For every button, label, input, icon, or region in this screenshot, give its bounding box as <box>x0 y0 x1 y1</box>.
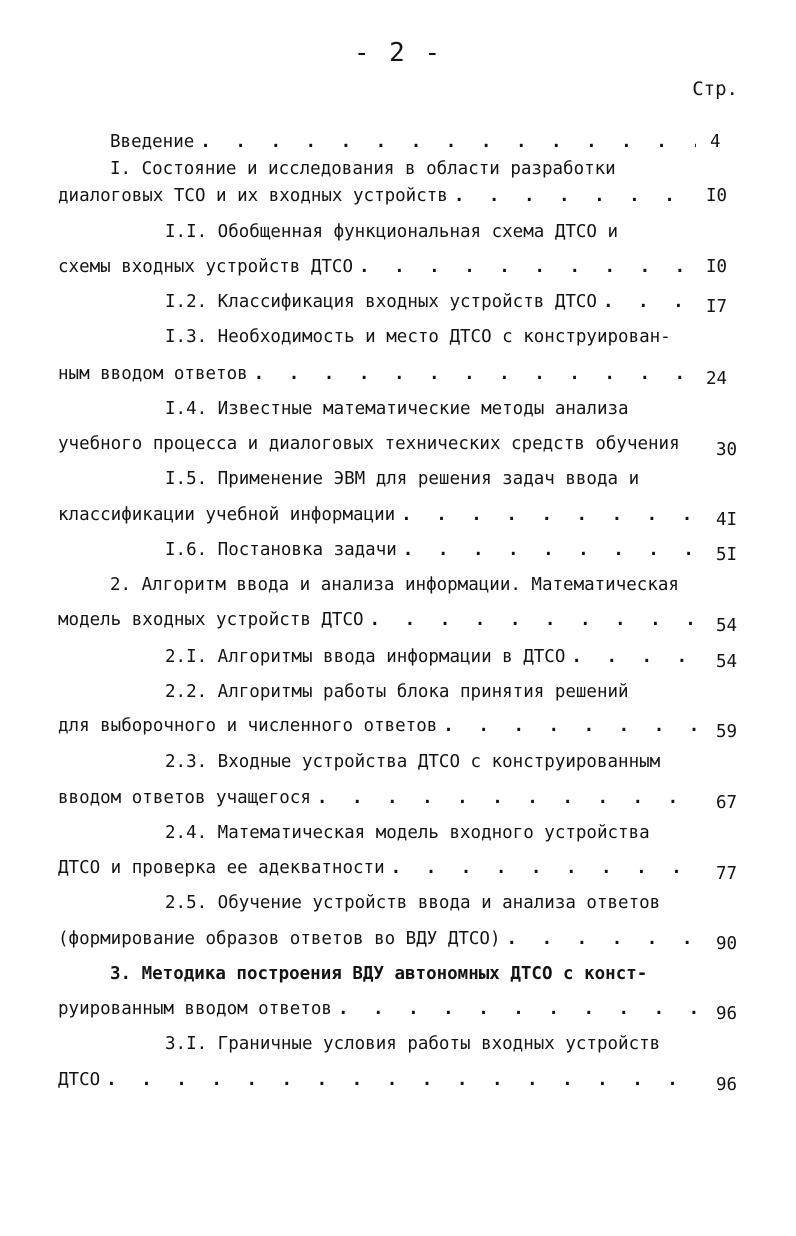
toc-entry-1-4-line2: учебного процесса и диалоговых технических средств обучения <box>58 434 680 454</box>
toc-entry-ch3-line2 <box>58 995 696 1023</box>
toc-page-2-1: 54 <box>716 652 738 672</box>
dot-leader <box>507 925 696 953</box>
toc-page-ch3: 96 <box>716 1004 738 1024</box>
toc-entry-3-1-line2 <box>58 1066 696 1094</box>
toc-entry-1-6 <box>165 536 696 564</box>
dot-leader <box>403 536 696 564</box>
toc-entry-1-3-line1: I.3. Необходимость и место ДТСО с конструирован- <box>165 327 671 347</box>
toc-entry-ch3-line1: 3. Методика построения ВДУ автономных ДТСО с конст- <box>110 964 648 984</box>
pages-column-label: Стр. <box>692 78 738 100</box>
toc-page-3-1: 96 <box>716 1075 738 1095</box>
toc-entry-2-4-line2 <box>58 854 696 882</box>
page-number: - 2 - <box>353 38 443 68</box>
toc-page-1-1: I0 <box>706 257 728 277</box>
dot-leader <box>454 182 696 210</box>
dot-leader <box>106 1066 696 1094</box>
toc-entry-2-4-line1: 2.4. Математическая модель входного устройства <box>165 823 650 843</box>
toc-entry-2-5-line1: 2.5. Обучение устройств ввода и анализа ответов <box>165 893 661 913</box>
toc-title: схемы входных устройств ДТСО <box>58 257 354 277</box>
dot-leader <box>401 501 696 529</box>
toc-entry-2-3-line1: 2.3. Входные устройства ДТСО с конструированным <box>165 752 661 772</box>
toc-entry-1-2 <box>165 288 696 316</box>
dot-leader <box>338 995 696 1023</box>
dot-leader <box>370 606 696 634</box>
toc-title: классификации учебной информации <box>58 505 396 525</box>
toc-entry-3-1-line1: 3.I. Граничные условия работы входных устройств <box>165 1034 661 1054</box>
toc-entry-ch1-line2 <box>58 182 696 210</box>
toc-title: ДТСО и проверка ее адекватности <box>58 858 385 878</box>
dot-leader <box>359 253 696 281</box>
toc-page-intro: 4 <box>710 132 721 152</box>
toc-title: 2.I. Алгоритмы ввода информации в ДТСО <box>165 647 566 667</box>
toc-entry-1-3-line2 <box>58 360 698 388</box>
toc-title: ДТСО <box>58 1070 101 1090</box>
toc-title: I.6. Постановка задачи <box>165 540 397 560</box>
toc-title: ным вводом ответов <box>58 364 248 384</box>
toc-entry-1-1-line2 <box>58 253 696 281</box>
toc-entry-1-5-line1: I.5. Применение ЭВМ для решения задач ввода и <box>165 469 640 489</box>
toc-entry-1-4-line1: I.4. Известные математические методы анализа <box>165 399 629 419</box>
toc-entry-ch1-line1: I. Состояние и исследования в области разработки <box>110 159 616 179</box>
toc-entry-intro <box>110 128 696 156</box>
toc-title: вводом ответов учащегося <box>58 788 311 808</box>
dot-leader <box>200 128 696 156</box>
dot-leader <box>391 854 696 882</box>
toc-entry-2-2-line2 <box>58 712 696 740</box>
dot-leader <box>443 712 696 740</box>
toc-title: руированным вводом ответов <box>58 999 332 1019</box>
toc-title: диалоговых ТСО и их входных устройств <box>58 186 448 206</box>
toc-title: Введение <box>110 132 195 152</box>
toc-page-2-5: 90 <box>716 934 738 954</box>
toc-entry-ch2-line1: 2. Алгоритм ввода и анализа информации. Математическая <box>110 575 679 595</box>
toc-page-2-4: 77 <box>716 864 738 884</box>
toc-page-2-3: 67 <box>716 793 738 813</box>
toc-entry-2-3-line2 <box>58 784 696 812</box>
dot-leader <box>571 643 696 671</box>
toc-page-ch2: 54 <box>716 616 738 636</box>
dot-leader <box>603 288 696 316</box>
toc-page-1-3: 24 <box>706 369 728 389</box>
toc-entry-1-5-line2 <box>58 501 696 529</box>
toc-page-1-5: 4I <box>716 510 738 530</box>
toc-title: для выборочного и численного ответов <box>58 716 438 736</box>
dot-leader <box>254 360 698 388</box>
toc-title: I.2. Классификация входных устройств ДТСО <box>165 292 597 312</box>
toc-title: модель входных устройств ДТСО <box>58 610 364 630</box>
toc-page-ch1: I0 <box>706 186 728 206</box>
toc-page-1-6: 5I <box>716 545 738 565</box>
toc-page-2-2: 59 <box>716 722 738 742</box>
dot-leader <box>317 784 696 812</box>
toc-page-1-4: 30 <box>716 440 738 460</box>
toc-page-1-2: I7 <box>706 297 728 317</box>
toc-entry-1-1-line1: I.I. Обобщенная функциональная схема ДТСО и <box>165 222 619 242</box>
toc-entry-ch2-line2 <box>58 606 696 634</box>
toc-title: (формирование образов ответов во ВДУ ДТСО) <box>58 929 501 949</box>
toc-entry-2-5-line2 <box>58 925 696 953</box>
toc-entry-2-1 <box>165 643 696 671</box>
toc-entry-2-2-line1: 2.2. Алгоритмы работы блока принятия решений <box>165 682 629 702</box>
